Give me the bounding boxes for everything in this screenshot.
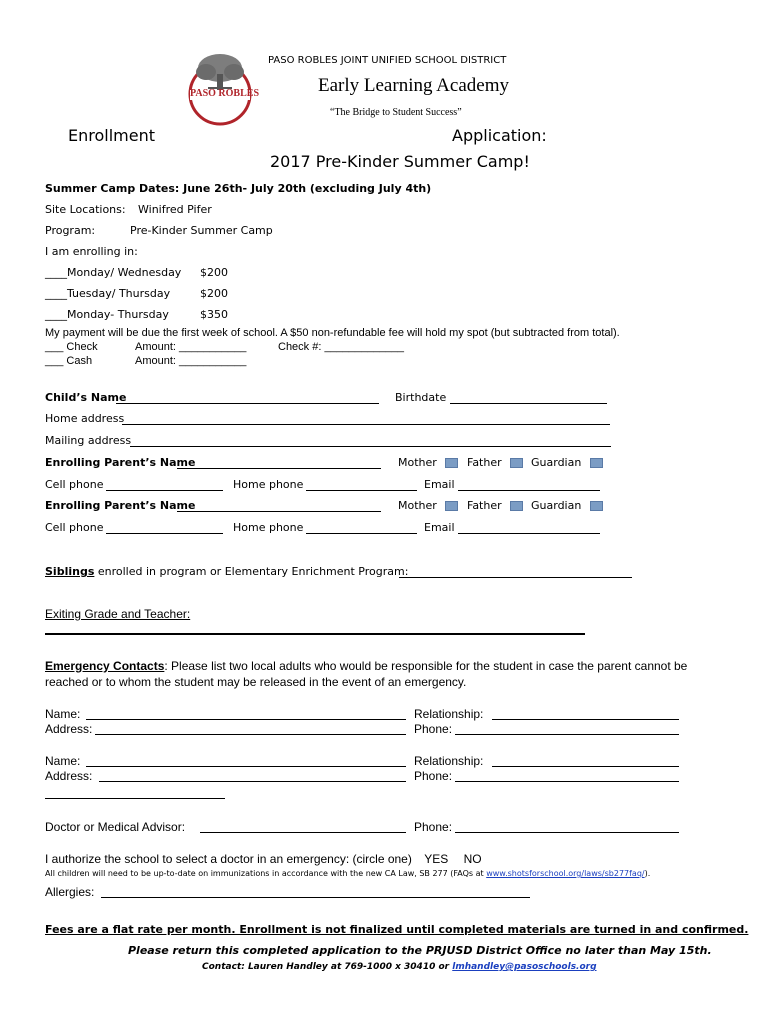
emergency-address-overflow[interactable] xyxy=(45,798,225,799)
emergency-name-field[interactable] xyxy=(86,719,406,720)
mailing-address-label: Mailing address xyxy=(45,434,132,447)
father-label: Father xyxy=(467,456,502,469)
emergency-phone-field[interactable] xyxy=(455,781,679,782)
emergency-name-field[interactable] xyxy=(86,766,406,767)
parent-name-label: Enrolling Parent’s Name xyxy=(45,499,196,512)
emergency-address-label: Address: xyxy=(45,722,93,736)
emergency-intro xyxy=(45,659,687,673)
child-name-field[interactable] xyxy=(116,403,379,404)
siblings-field[interactable] xyxy=(399,577,632,578)
program-label: Program: xyxy=(45,224,96,237)
contact-email-link[interactable]: lmhandley@pasoschools.org xyxy=(452,962,597,972)
check-number[interactable]: Check #: _____________ xyxy=(278,341,404,353)
allergies-label: Allergies: xyxy=(45,885,95,899)
exiting-grade-field[interactable] xyxy=(45,633,585,635)
father-checkbox[interactable] xyxy=(510,458,523,468)
doctor-label: Doctor or Medical Advisor: xyxy=(45,820,186,834)
mother-checkbox[interactable] xyxy=(445,458,458,468)
doctor-phone-label: Phone: xyxy=(414,820,453,834)
exiting-grade-label: Exiting Grade and Teacher: xyxy=(45,607,191,621)
birthdate-field[interactable] xyxy=(450,403,607,404)
option-label[interactable]: ____Tuesday/ Thursday xyxy=(45,287,171,300)
email-field[interactable] xyxy=(458,490,600,491)
district-name: PASO ROBLES JOINT UNIFIED SCHOOL DISTRICT xyxy=(268,55,507,66)
home-phone-label: Home phone xyxy=(233,478,304,491)
logo-text: PASO ROBLES xyxy=(190,88,259,99)
site-label: Site Locations: xyxy=(45,203,126,216)
option-price: $200 xyxy=(200,287,228,300)
title-left: Enrollment xyxy=(68,126,155,145)
home-address-label: Home address xyxy=(45,412,125,425)
page-subtitle: 2017 Pre-Kinder Summer Camp! xyxy=(270,152,530,171)
mother-label: Mother xyxy=(398,456,437,469)
program-value: Pre-Kinder Summer Camp xyxy=(130,224,273,237)
doctor-field[interactable] xyxy=(200,832,406,833)
cell-phone-field[interactable] xyxy=(106,533,223,534)
site-value: Winifred Pifer xyxy=(138,203,212,216)
guardian-label: Guardian xyxy=(531,499,582,512)
camp-dates: Summer Camp Dates: June 26th- July 20th (excluding July 4th) xyxy=(45,182,432,195)
title-right: Application: xyxy=(452,126,547,145)
yes-option[interactable]: YES xyxy=(424,852,449,866)
allergies-field[interactable] xyxy=(101,897,530,898)
email-label: Email xyxy=(424,521,455,534)
mailing-address-field[interactable] xyxy=(130,446,611,447)
cell-phone-field[interactable] xyxy=(106,490,223,491)
enrolling-label: I am enrolling in: xyxy=(45,245,138,258)
contact-line xyxy=(202,962,597,972)
contact-text: Contact: Lauren Handley at 769-1000 x 30410 or xyxy=(202,962,453,972)
district-logo xyxy=(186,48,259,128)
immunization-end: ). xyxy=(644,869,651,878)
parent-name-field[interactable] xyxy=(177,511,381,512)
no-option[interactable]: NO xyxy=(463,852,482,866)
home-address-field[interactable] xyxy=(122,424,610,425)
father-label: Father xyxy=(467,499,502,512)
siblings-label-rest: enrolled in program or Elementary Enrichment Program: xyxy=(94,565,409,578)
email-field[interactable] xyxy=(458,533,600,534)
siblings-label-strong: Siblings xyxy=(45,565,95,578)
child-name-label: Child’s Name xyxy=(45,391,127,404)
academy-name: Early Learning Academy xyxy=(318,75,509,96)
cash-option[interactable]: ___ Cash xyxy=(45,355,93,367)
authorize-text xyxy=(45,852,482,866)
parent-name-label: Enrolling Parent’s Name xyxy=(45,456,196,469)
option-price: $350 xyxy=(200,308,228,321)
mother-checkbox[interactable] xyxy=(445,501,458,511)
immunization-text: All children will need to be up-to-date on immunizations in accordance with the new CA Law, SB 277 (FAQs at xyxy=(45,869,487,878)
tagline: “The Bridge to Student Success” xyxy=(330,107,462,118)
option-price: $200 xyxy=(200,266,228,279)
fees-note: Fees are a flat rate per month. Enrollment is not finalized until completed materials are turned in and confirmed. xyxy=(45,923,749,936)
emergency-address-field[interactable] xyxy=(99,781,406,782)
payment-note: My payment will be due the first week of school. A $50 non-refundable fee will hold my spot (but subtracted from total). xyxy=(45,327,620,339)
emergency-address-label: Address: xyxy=(45,769,93,783)
check-amount[interactable]: Amount: ___________ xyxy=(135,341,247,353)
emergency-text-2: reached or to whom the student may be released in the event of an emergency. xyxy=(45,675,467,689)
guardian-label: Guardian xyxy=(531,456,582,469)
check-option[interactable]: ___ Check xyxy=(45,341,98,353)
home-phone-field[interactable] xyxy=(306,490,417,491)
birthdate-label: Birthdate xyxy=(395,391,447,404)
guardian-checkbox[interactable] xyxy=(590,458,603,468)
authorize-label: I authorize the school to select a doctor in an emergency: (circle one) xyxy=(45,852,412,866)
option-label[interactable]: ____Monday- Thursday xyxy=(45,308,169,321)
emergency-phone-label: Phone: xyxy=(414,722,453,736)
emergency-relationship-label: Relationship: xyxy=(414,754,484,768)
home-phone-field[interactable] xyxy=(306,533,417,534)
return-note: Please return this completed application to the PRJUSD District Office no later than May 15th. xyxy=(128,944,712,957)
emergency-relationship-label: Relationship: xyxy=(414,707,484,721)
emergency-address-field[interactable] xyxy=(95,734,406,735)
emergency-name-label: Name: xyxy=(45,754,81,768)
cash-amount[interactable]: Amount: ___________ xyxy=(135,355,247,367)
emergency-relationship-field[interactable] xyxy=(492,766,679,767)
immunization-note xyxy=(45,869,650,878)
emergency-label: Emergency Contacts xyxy=(45,659,165,673)
option-label[interactable]: ____Monday/ Wednesday xyxy=(45,266,182,279)
cell-phone-label: Cell phone xyxy=(45,478,104,491)
cell-phone-label: Cell phone xyxy=(45,521,104,534)
mother-label: Mother xyxy=(398,499,437,512)
home-phone-label: Home phone xyxy=(233,521,304,534)
siblings-label xyxy=(45,565,408,578)
emergency-relationship-field[interactable] xyxy=(492,719,679,720)
emergency-name-label: Name: xyxy=(45,707,81,721)
email-label: Email xyxy=(424,478,455,491)
emergency-phone-field[interactable] xyxy=(455,734,679,735)
doctor-phone-field[interactable] xyxy=(455,832,679,833)
emergency-phone-label: Phone: xyxy=(414,769,453,783)
father-checkbox[interactable] xyxy=(510,501,523,511)
parent-name-field[interactable] xyxy=(177,468,381,469)
guardian-checkbox[interactable] xyxy=(590,501,603,511)
faq-link[interactable]: www.shotsforschool.org/laws/sb277faq/ xyxy=(486,869,645,878)
emergency-text: : Please list two local adults who would be responsible for the student in case the parent cannot be xyxy=(164,659,688,673)
